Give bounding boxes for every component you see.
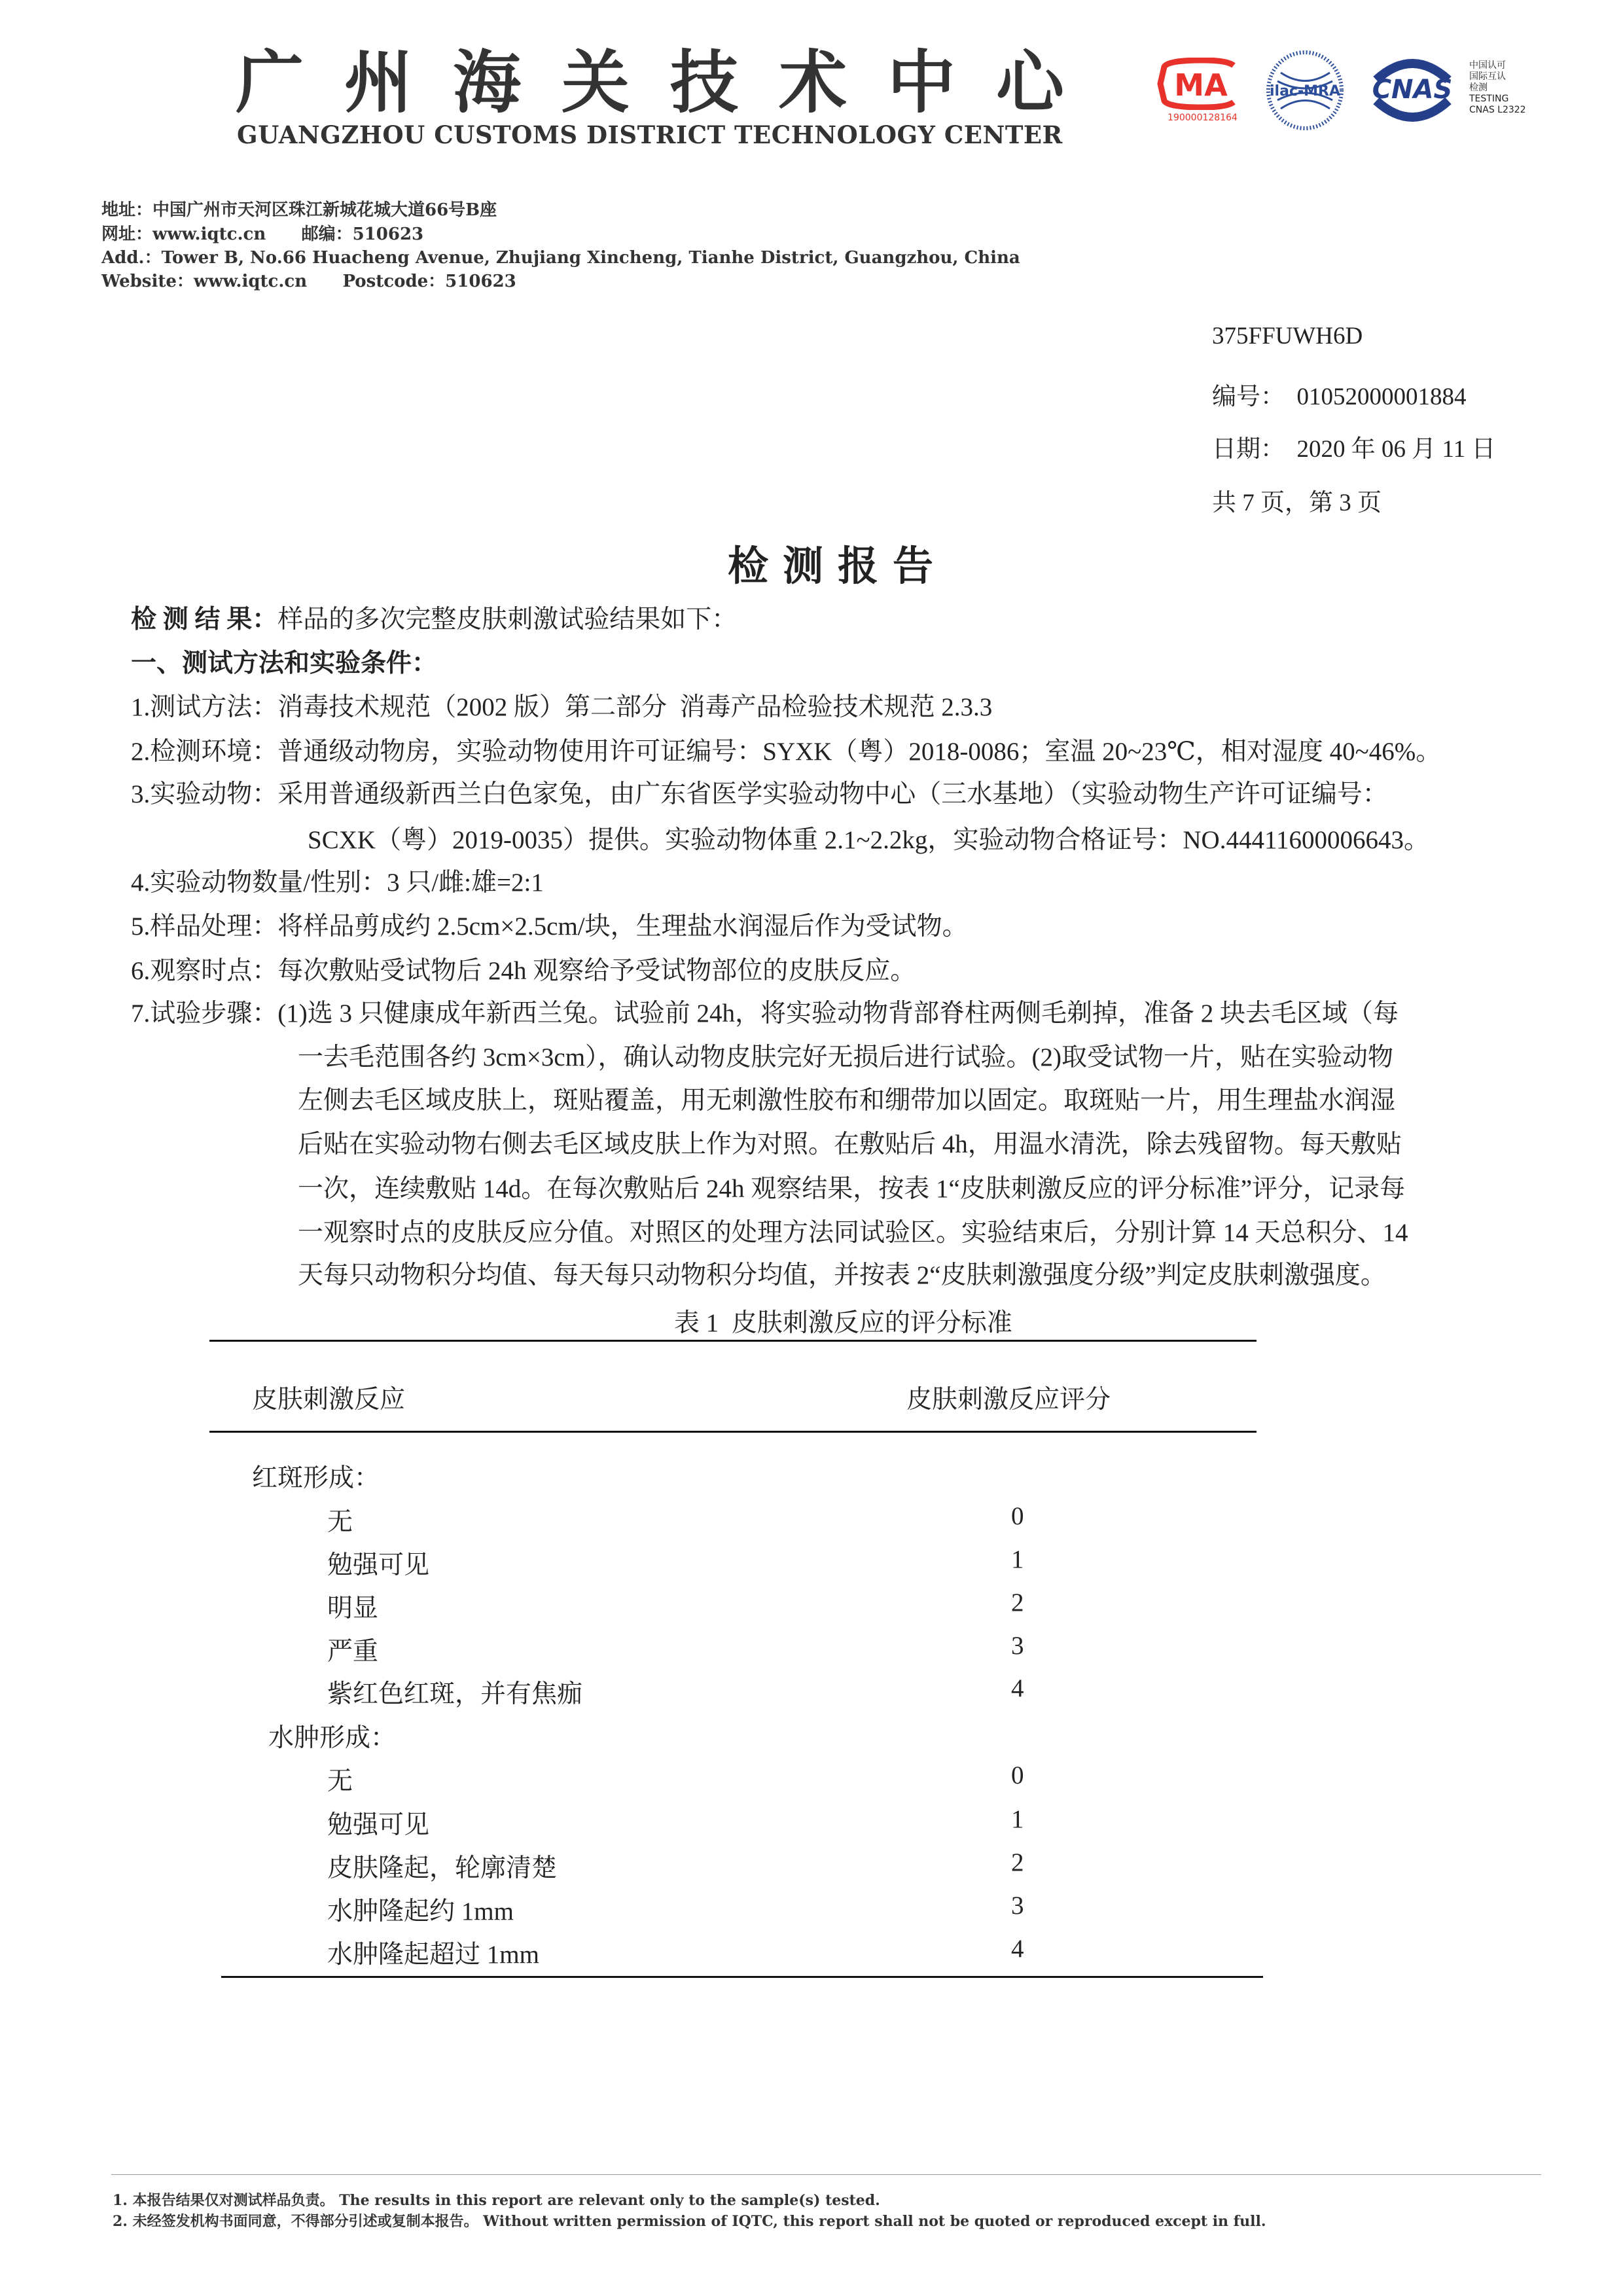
group-label-erythema: 红斑形成： — [252, 1464, 380, 1492]
table-header-score: 皮肤刺激反应评分 — [906, 1386, 1111, 1414]
table-top-rule — [209, 1340, 1257, 1342]
table-header-reaction: 皮肤刺激反应 — [252, 1386, 406, 1414]
footer-divider — [111, 2174, 1541, 2175]
test-procedure: 7.试验步骤：(1)选 3 只健康成年新西兰兔。试验前 24h，将实验动物背部脊柱两侧毛剃掉，准备 2 块去毛区域（每 — [131, 999, 1399, 1028]
reaction-cell: 无 — [327, 1508, 353, 1536]
sample-treatment: 5.样品处理：将样品剪成约 2.5cm×2.5cm/块，生理盐水润湿后作为受试物。 — [131, 912, 968, 941]
test-animals-cont: SCXK（粤）2019-0035）提供。实验动物体重 2.1~2.2kg，实验动物合格证号：NO.44411600006643。 — [308, 826, 1430, 854]
test-procedure-cont: 一次，连续敷贴 14d。在每次敷贴后 24h 观察结果，按表 1“皮肤刺激反应的评分标准”评分，记录每 — [298, 1175, 1406, 1203]
test-method: 1.测试方法：消毒技术规范（2002 版）第二部分 消毒产品检验技术规范 2.3.3 — [131, 693, 993, 721]
group-label-edema: 水肿形成： — [268, 1724, 397, 1752]
result-text: 样品的多次完整皮肤刺激试验结果如下： — [277, 605, 738, 634]
score-cell: 1 — [1011, 1805, 1024, 1833]
footer-note-1: 1. 本报告结果仅对测试样品负责。 The results in this report are relevant only to the sample(s) tested. — [113, 2192, 880, 2209]
table-bottom-rule — [221, 1976, 1263, 1978]
report-date: 日期： 2020 年 06 月 11 日 — [1212, 436, 1496, 463]
website-cn: 网址：www.iqtc.cn 邮编：510623 — [101, 224, 424, 244]
page-count: 共 7 页，第 3 页 — [1212, 490, 1382, 516]
caption-line: 国际互认 — [1469, 71, 1506, 82]
reaction-cell: 皮肤隆起，轮廓清楚 — [327, 1854, 558, 1882]
score-cell: 0 — [1011, 1502, 1024, 1530]
test-procedure-cont: 一观察时点的皮肤反应分值。对照区的处理方法同试验区。实验结束后，分别计算 14 天总积分、14 — [298, 1219, 1408, 1247]
org-name-cn: 广州海关技术中心 — [236, 43, 1105, 122]
address-cn: 地址：中国广州市天河区珠江新城花城大道66号B座 — [101, 200, 497, 220]
table-caption: 表 1 皮肤刺激反应的评分标准 — [674, 1309, 1012, 1337]
animal-count: 4.实验动物数量/性别：3 只/雌:雄=2:1 — [131, 869, 544, 897]
score-cell: 3 — [1011, 1892, 1024, 1920]
reaction-cell: 水肿隆起超过 1mm — [327, 1941, 539, 1969]
report-title: 检测报告 — [727, 542, 948, 590]
section-heading: 一、测试方法和实验条件： — [131, 649, 438, 677]
score-cell: 4 — [1011, 1935, 1024, 1963]
result-label: 检 测 结 果： — [131, 605, 278, 634]
caption-line: TESTING — [1469, 94, 1509, 104]
reaction-cell: 勉强可见 — [327, 1551, 430, 1579]
reaction-cell: 明显 — [327, 1594, 379, 1623]
test-procedure-cont: 一去毛范围各约 3cm×3cm），确认动物皮肤完好无损后进行试验。(2)取受试物一片，贴在实验动物 — [298, 1043, 1394, 1071]
table-header-rule — [209, 1431, 1257, 1433]
score-cell: 2 — [1011, 1588, 1024, 1617]
ilac-mra-logo — [1264, 50, 1346, 134]
test-procedure-cont: 左侧去毛区域皮肤上，斑贴覆盖，用无刺激性胶布和绷带加以固定。取斑贴一片，用生理盐水润湿 — [298, 1086, 1396, 1115]
svg-text:MA: MA — [1174, 67, 1228, 103]
reaction-cell: 无 — [327, 1767, 353, 1795]
test-animals: 3.实验动物：采用普通级新西兰白色家兔，由广东省医学实验动物中心（三水基地）（实验动物生产许可证编号： — [131, 780, 1388, 808]
score-cell: 2 — [1011, 1848, 1024, 1876]
svg-text:CNAS: CNAS — [1372, 75, 1453, 105]
report-code: 375FFUWH6D — [1212, 323, 1363, 350]
score-cell: 4 — [1011, 1674, 1024, 1702]
caption-line: 中国认可 — [1469, 60, 1506, 71]
reaction-cell: 水肿隆起约 1mm — [327, 1897, 514, 1926]
cnas-logo — [1366, 54, 1458, 130]
caption-line: CNAS L2322 — [1469, 105, 1526, 115]
cma-logo — [1155, 58, 1250, 130]
report-number: 编号： 01052000001884 — [1212, 384, 1467, 410]
test-environment: 2.检测环境：普通级动物房，实验动物使用许可证编号：SYXK（粤）2018-0086；室温 20~23℃，相对湿度 40~46%。 — [131, 738, 1442, 766]
score-cell: 1 — [1011, 1545, 1024, 1573]
score-cell: 3 — [1011, 1632, 1024, 1660]
svg-text:ilac-MRA: ilac-MRA — [1270, 83, 1340, 99]
cma-number: 190000128164 — [1168, 113, 1238, 123]
reaction-cell: 严重 — [327, 1638, 379, 1666]
cnas-caption — [1469, 60, 1526, 116]
reaction-cell: 勉强可见 — [327, 1811, 430, 1839]
test-procedure-cont: 后贴在实验动物右侧去毛区域皮肤上作为对照。在敷贴后 4h，用温水清洗，除去残留物。每天敷贴 — [298, 1130, 1402, 1158]
reaction-cell: 紫红色红斑，并有焦痂 — [327, 1680, 583, 1708]
observation-time: 6.观察时点：每次敷贴受试物后 24h 观察给予受试物部位的皮肤反应。 — [131, 957, 916, 985]
score-cell: 0 — [1011, 1761, 1024, 1789]
website-en: Website：www.iqtc.cn Postcode：510623 — [101, 272, 516, 291]
org-name-en: GUANGZHOU CUSTOMS DISTRICT TECHNOLOGY CENTER — [237, 120, 1063, 149]
footer-note-2: 2. 未经签发机构书面同意，不得部分引述或复制本报告。 Without written permission of IQTC, this report shall not be quoted or reproduced except in full. — [113, 2213, 1266, 2230]
test-procedure-cont: 天每只动物积分均值、每天每只动物积分均值，并按表 2“皮肤刺激强度分级”判定皮肤刺激强度。 — [298, 1261, 1386, 1289]
caption-line: 检测 — [1469, 82, 1488, 93]
address-en: Add.：Tower B, No.66 Huacheng Avenue, Zhujiang Xincheng, Tianhe District, Guangzhou, China — [101, 248, 1020, 268]
